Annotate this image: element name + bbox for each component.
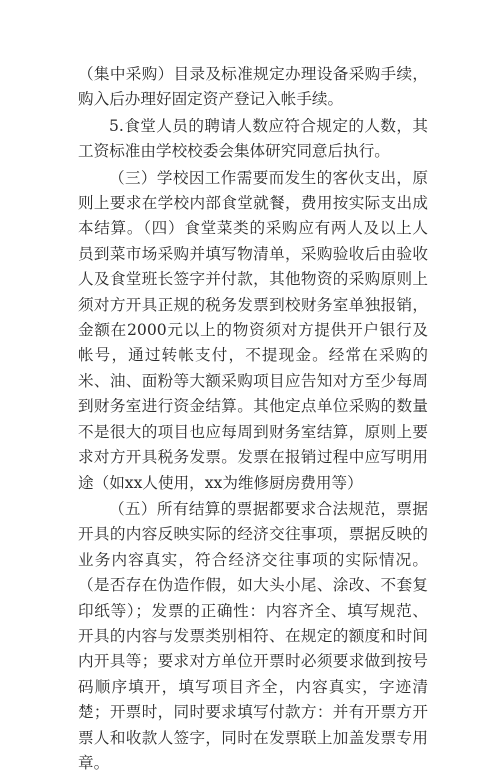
document-page — [78, 62, 428, 776]
paragraph-procurement-catalog: （集中采购）目录及标准规定办理设备采购手续，购入后办理好固定资产登记入帐手续。 — [78, 65, 428, 109]
paragraph-canteen-staff: 5.食堂人员的聘请人数应符合规定的人数，其工资标准由学校校委会集体研究同意后执行。 — [78, 116, 428, 161]
paragraph-section-three-four: （三）学校因工作需要而发生的客伙支出，原则上要求在学校内部食堂就餐，费用按实际支出成本结算。（四）食堂菜类的采购应有两人及以上人员到菜市场采购并填写物清单，采购验收后由验收人及食堂班长签字并付款，其他物资的采购原则上须对方开具正规的税务发票到校财务室单独报销，金额在2000元以上的物资须对方提供开户银行及帐号，通过转帐支付，不提现金。经常在采购的米、油、面粉等大额采购项目应告知对方至少每周到财务室进行资金结算。其他定点单位采购的数量不是很大的项目也应每周到财务室结算，原则上要求对方开具税务发票。发票在报销过程中应写明用途（如xx人使用，xx为维修厨房费用等） — [78, 168, 428, 492]
paragraph-section-five: （五）所有结算的票据都要求合法规范，票据开具的内容反映实际的经济交往事项，票据反映的业务内容真实，符合经济交往事项的实际情况。（是否存在伪造作假，如大头小尾、涂改、不套复印纸等）；发票的正确性：内容齐全、填写规范、开具的内容与发票类别相符、在规定的额度和时间内开具等；要求对方单位开票时必须要求做到按号码顺序填开，填写项目齐全，内容真实，字迹清楚；开票时，同时要求填写付款方：并有开票方开票人和收款人签字，同时在发票联上加盖发票专用章。 — [78, 499, 428, 772]
